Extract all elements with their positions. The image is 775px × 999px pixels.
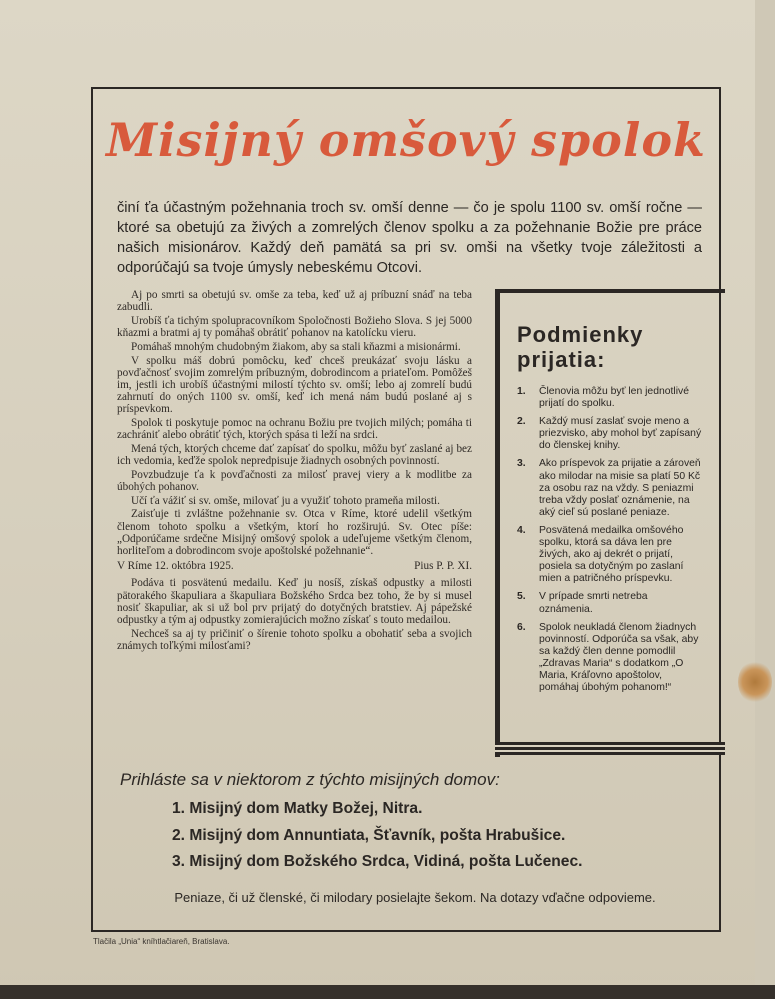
benefit-paragraph: Urobíš ťa tichým spolupracovníkom Spoločnosti Božieho Slova. S jej 5000 kňazmi a bratmi aj ty pomáhaš obrátiť pohanov na katolícku vieru. (117, 314, 472, 340)
condition-text: Ako príspevok za prijatie a zároveň ako milodar na misie sa platí 50 Kč za osobu raz na vždy. S peniazmi treba vždy poslať oznámenie, na aký cieľ sú poslané peniaze. (539, 458, 701, 518)
conditions-box-top-rule (495, 289, 725, 293)
conditions-title (517, 322, 717, 372)
condition-number: 2. (517, 416, 526, 428)
dateline-signature: Pius P. P. XI. (414, 560, 472, 573)
benefits-column (117, 289, 472, 654)
scan-bottom-edge (0, 985, 775, 999)
benefit-paragraph: Učí ťa vážiť si sv. omše, milovať ju a využiť tohoto prameňa milosti. (131, 494, 440, 507)
benefit-paragraph: Mená tých, ktorých chceme dať zapísať do spolku, môžu byť zaslané aj bez ich vedomia, keďže spolok nepredpisuje žiadnych osobných povinností. (117, 442, 472, 468)
benefit-paragraph: Podáva ti posvätenú medailu. Keď ju nosíš, získaš odpustky a milosti pätorakého škapuliara a škapuliara Božského Srdca bez toho, že by si musel nosiť škapuliar, ak si už bol prv prijatý do dotyčných bratstiev. Aj pápežské odpustky a tým aj odpustky zomierajúcich možno získať s touto medailou. (117, 577, 472, 627)
conditions-title-line: prijatia: (517, 347, 606, 372)
benefit-paragraph: V spolku máš dobrú pomôcku, keď chceš preukázať svoju lásku a povďačnosť svojim zomrelým príbuzným, dobrodincom a priateľom. Pomôžeš im, jestli ich urobíš účastnými milostí týchto sv. omší; lebo aj zomrelí budú zahrnutí do oných 1100 sv. omší, keď ich mená nám budú poslané aj s príspevkom. (117, 354, 472, 416)
condition-text: V prípade smrti netreba oznámenia. (539, 591, 648, 615)
condition-item (517, 386, 702, 410)
condition-item (517, 525, 702, 585)
condition-text: Spolok neukladá členom žiadnych povinností. Odporúča sa však, aby sa každý člen denne pomodlil „Zdravas Maria“ s dodatkom „O Maria, Kráľovno apoštolov, pomáhaj úbohým pohanom!“ (539, 621, 699, 694)
mission-house: 1. Misijný dom Matky Božej, Nitra. (172, 800, 423, 817)
conditions-box-left-rule (495, 289, 500, 757)
page-edge (755, 0, 775, 999)
conditions-list (517, 386, 702, 700)
benefit-paragraph: Povzbudzuje ťa k povďačnosti za milosť pravej viery a k modlitbe za úbohých pohanov. (117, 468, 472, 494)
condition-item (517, 416, 702, 452)
condition-number: 4. (517, 524, 526, 536)
benefit-paragraph: Pomáhaš mnohým chudobným žiakom, aby sa stali kňazmi a misionármi. (131, 340, 461, 353)
condition-text: Každý musí zaslať svoje meno a priezvisko, aby mohol byť zapísaný do členskej knihy. (539, 416, 702, 452)
benefit-paragraph: Aj po smrti sa obetujú sv. omše za teba, keď už aj príbuzní snáď na teba zabudli. (117, 289, 472, 314)
dateline (117, 560, 472, 572)
mission-house: 3. Misijný dom Božského Srdca, Vidiná, pošta Lučenec. (172, 853, 583, 870)
condition-text: Členovia môžu byť len jednotlivé prijatí do spolku. (539, 386, 690, 410)
printer-imprint: Tlačila „Unia“ kníhtlačiareň, Bratislava. (93, 937, 230, 946)
paper-stain (738, 660, 772, 704)
condition-item (517, 458, 702, 518)
condition-number: 3. (517, 458, 526, 470)
invite-line: Prihláste sa v niektorom z týchto misijných domov: (120, 770, 500, 789)
dateline-place-date: V Ríme 12. októbra 1925. (117, 560, 234, 573)
condition-item (517, 591, 702, 615)
condition-item (517, 622, 702, 695)
benefit-paragraph: Spolok ti poskytuje pomoc na ochranu Božiu pre tvojich milých; pomáha ti zachrániť alebo obrátiť tých, ktorých spása ti leží na srdci. (117, 417, 472, 442)
condition-number: 5. (517, 591, 526, 603)
conditions-box-bottom-rule (495, 742, 725, 755)
benefit-paragraph: Zaisťuje ti zvláštne požehnanie sv. Otca v Ríme, ktoré udelil všetkým členom tohoto spolku a všetkým, ktorí ho rozširujú. Sv. Otec píše: „Odporúčame srdečne Misijný omšový spolok a udeľujeme všetkým členom, horliteľom a dobrodincom svoje apoštolské požehnanie“. (117, 508, 472, 558)
page-title: Misijný omšový spolok (106, 113, 706, 167)
payment-note: Peniaze, či už členské, či milodary posielajte šekom. Na dotazy vďačne odpovieme. (174, 890, 656, 905)
lead-paragraph: činí ťa účastným požehnania troch sv. omší denne — čo je spolu 1100 sv. omší ročne — ktoré sa obetujú za živých a zomrelých členov spolku a za požehnanie Božie pre práce našich misionárov. Každý deň pamätá sa pri sv. omši na všetky tvoje záležitosti a odporúčajú sa tvoje úmysly nebeskému Otcovi. (117, 200, 702, 276)
conditions-title-line: Podmienky (517, 322, 644, 347)
condition-number: 6. (517, 621, 526, 633)
benefit-paragraph: Nechceš sa aj ty pričiniť o šírenie tohoto spolku a obohatiť seba a svojich známych toľkými milosťami? (117, 627, 472, 652)
condition-text: Posvätená medailka omšového spolku, ktorá sa dáva len pre živých, ako aj dekrét o prijatí, posiela sa dotyčným po zaslaní mien a patričného príspevku. (539, 524, 684, 585)
mission-houses-list (172, 796, 712, 876)
condition-number: 1. (517, 386, 526, 397)
mission-house: 2. Misijný dom Annuntiata, Šťavník, pošta Hrabušice. (172, 826, 566, 844)
